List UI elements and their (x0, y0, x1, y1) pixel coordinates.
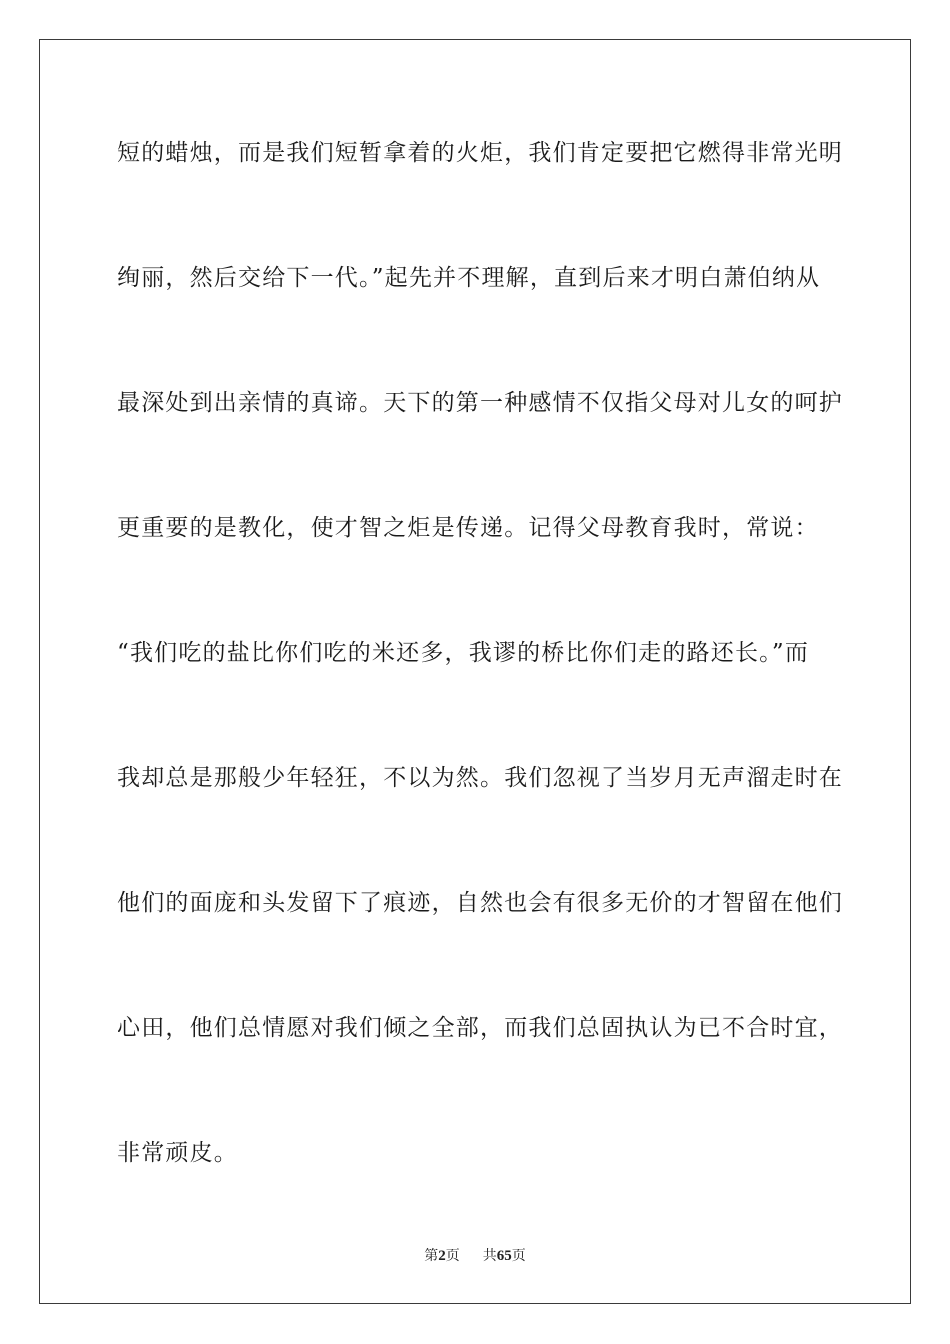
page-footer (0, 1245, 950, 1265)
text-line-4: 更重要的是教化，使才智之炬是传递。记得父母教育我时，常说： (117, 515, 819, 541)
text-line-3: 最深处到出亲情的真谛。天下的第一种感情不仅指父母对儿女的呵护 (117, 390, 843, 416)
text-line-2: 绚丽，然后交给下一代。”起先并不理解，直到后来才明白萧伯纳从 (117, 265, 821, 291)
text-line-1: 短的蜡烛，而是我们短暂拿着的火炬，我们肯定要把它燃得非常光明 (117, 140, 843, 166)
text-line-7: 他们的面庞和头发留下了痕迹，自然也会有很多无价的才智留在他们 (117, 890, 843, 916)
total-pages-number: 65 (496, 1248, 512, 1264)
total-pages-indicator (483, 1248, 526, 1264)
text-line-8: 心田，他们总情愿对我们倾之全部，而我们总固执认为已不合时宜， (117, 1015, 843, 1041)
total-suffix: 页 (511, 1248, 526, 1264)
page-prefix: 第 (424, 1248, 439, 1264)
document-body (117, 128, 843, 1253)
page-suffix: 页 (445, 1248, 460, 1264)
text-line-6: 我却总是那般少年轻狂，不以为然。我们忽视了当岁月无声溜走时在 (117, 765, 843, 791)
total-prefix: 共 (482, 1248, 497, 1264)
text-line-5: “我们吃的盐比你们吃的米还多，我谬的桥比你们走的路还长。”而 (117, 640, 810, 666)
current-page-number: 2 (438, 1248, 446, 1264)
page-number-indicator (424, 1248, 464, 1264)
text-line-9: 非常顽皮。 (117, 1140, 238, 1166)
